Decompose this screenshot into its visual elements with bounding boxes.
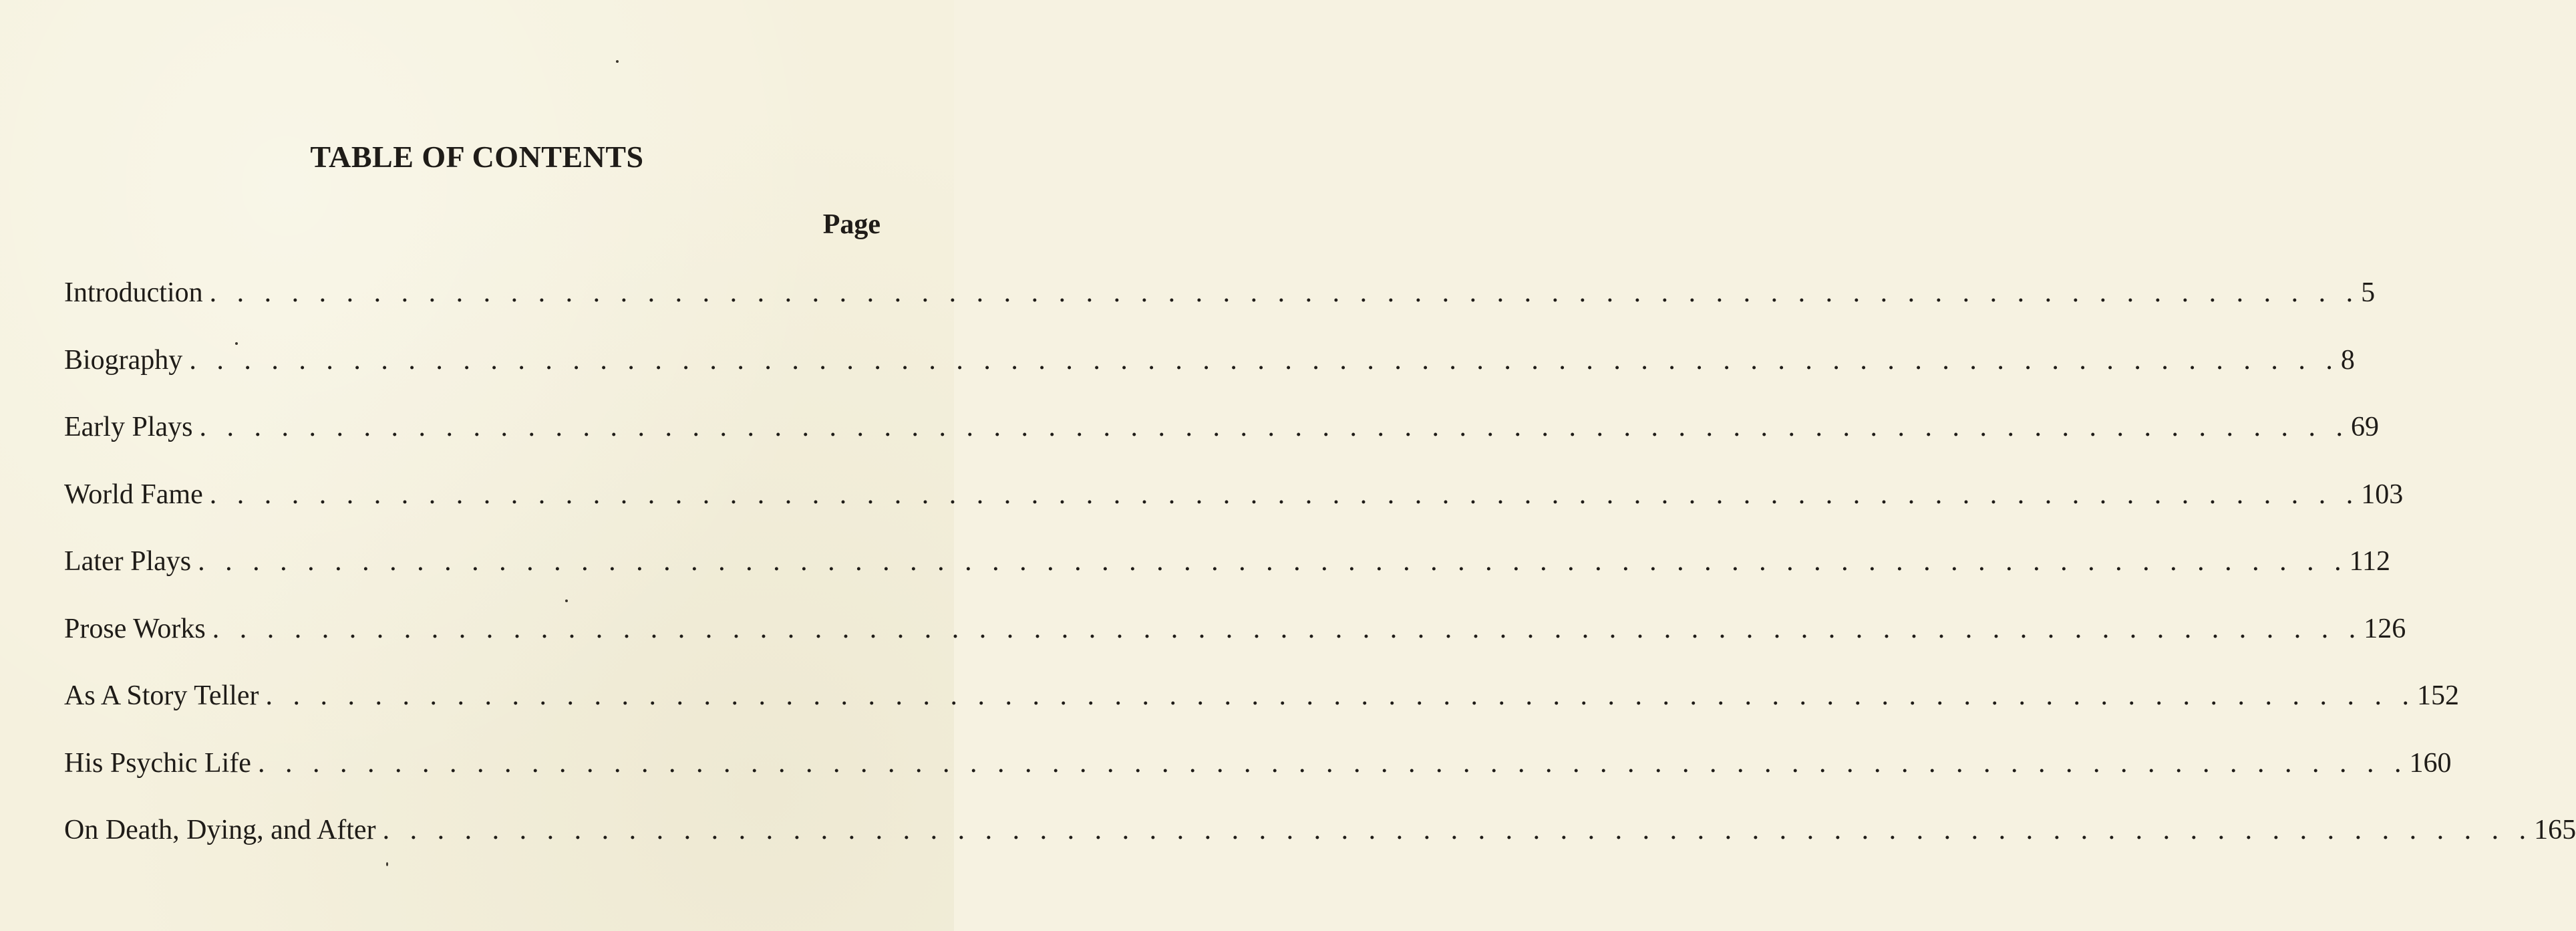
toc-entry-title: Early Plays [64,412,193,442]
toc-entry-title: Biography [64,344,183,376]
toc-entry-psychic-life [64,741,2452,809]
toc-title: TABLE OF CONTENTS [310,140,644,174]
toc-entry-biography [64,338,2355,406]
toc-entry-title: Introduction [64,277,203,308]
toc-entry-page: 5 [2361,277,2376,308]
dot-leader: . . . . . . . . . . . . . . . . . . . . . . . . . . . . . . . . . . . . . . . . . . . . . . . . . . . . . . . . . . . . . . . . . . . . . . . . . . . . . . . [198,546,2348,577]
toc-entry-page: 160 [2409,747,2452,779]
toc-entry-page: 103 [2361,479,2404,510]
paper-speck [565,600,568,602]
toc-entry-page: 112 [2349,546,2391,577]
toc-entry-introduction [64,271,2376,338]
toc-entry-death-dying-after [64,808,2576,876]
toc-entry-title: On Death, Dying, and After [64,815,376,845]
toc-list [64,271,2576,876]
toc-entry-title: Prose Works [64,613,206,644]
toc-entry-page: 165 [2534,815,2576,845]
toc-entry-world-fame [64,473,2404,540]
toc-entry-title: Later Plays [64,546,192,577]
dot-leader: . . . . . . . . . . . . . . . . . . . . . . . . . . . . . . . . . . . . . . . . . . . . . . . . . . . . . . . . . . . . . . . . . . . . . . . . . . . . . . . [265,680,2416,711]
paper-speck [235,342,238,345]
toc-entry-title: As A Story Teller [64,680,259,711]
toc-entry-title: His Psychic Life [64,747,251,779]
toc-entry-prose-works [64,607,2406,674]
toc-entry-page: 69 [2350,412,2379,442]
toc-entry-page: 152 [2416,680,2459,711]
dot-leader: . . . . . . . . . . . . . . . . . . . . . . . . . . . . . . . . . . . . . . . . . . . . . . . . . . . . . . . . . . . . . . . . . . . . . . . . . . . . . . . [257,747,2408,779]
dot-leader: . . . . . . . . . . . . . . . . . . . . . . . . . . . . . . . . . . . . . . . . . . . . . . . . . . . . . . . . . . . . . . . . . . . . . . . . . . . . . . . [189,344,2340,376]
dot-leader: . . . . . . . . . . . . . . . . . . . . . . . . . . . . . . . . . . . . . . . . . . . . . . . . . . . . . . . . . . . . . . . . . . . . . . . . . . . . . . . [382,815,2533,845]
toc-entry-page: 126 [2364,613,2406,644]
toc-entry-early-plays [64,405,2379,473]
toc-entry-later-plays [64,539,2391,607]
page-column-header: Page [822,209,880,240]
toc-entry-story-teller [64,674,2459,741]
dot-leader: . . . . . . . . . . . . . . . . . . . . . . . . . . . . . . . . . . . . . . . . . . . . . . . . . . . . . . . . . . . . . . . . . . . . . . . . . . . . . . . [212,613,2363,644]
toc-entry-title: World Fame [64,479,203,510]
dot-leader: . . . . . . . . . . . . . . . . . . . . . . . . . . . . . . . . . . . . . . . . . . . . . . . . . . . . . . . . . . . . . . . . . . . . . . . . . . . . . . . [209,479,2360,510]
toc-entry-page: 8 [2340,344,2355,376]
dot-leader: . . . . . . . . . . . . . . . . . . . . . . . . . . . . . . . . . . . . . . . . . . . . . . . . . . . . . . . . . . . . . . . . . . . . . . . . . . . . . . . [199,412,2350,442]
paper-speck [616,60,619,63]
paper-speck [386,862,388,866]
dot-leader: . . . . . . . . . . . . . . . . . . . . . . . . . . . . . . . . . . . . . . . . . . . . . . . . . . . . . . . . . . . . . . . . . . . . . . . . . . . . . . . [209,277,2360,308]
